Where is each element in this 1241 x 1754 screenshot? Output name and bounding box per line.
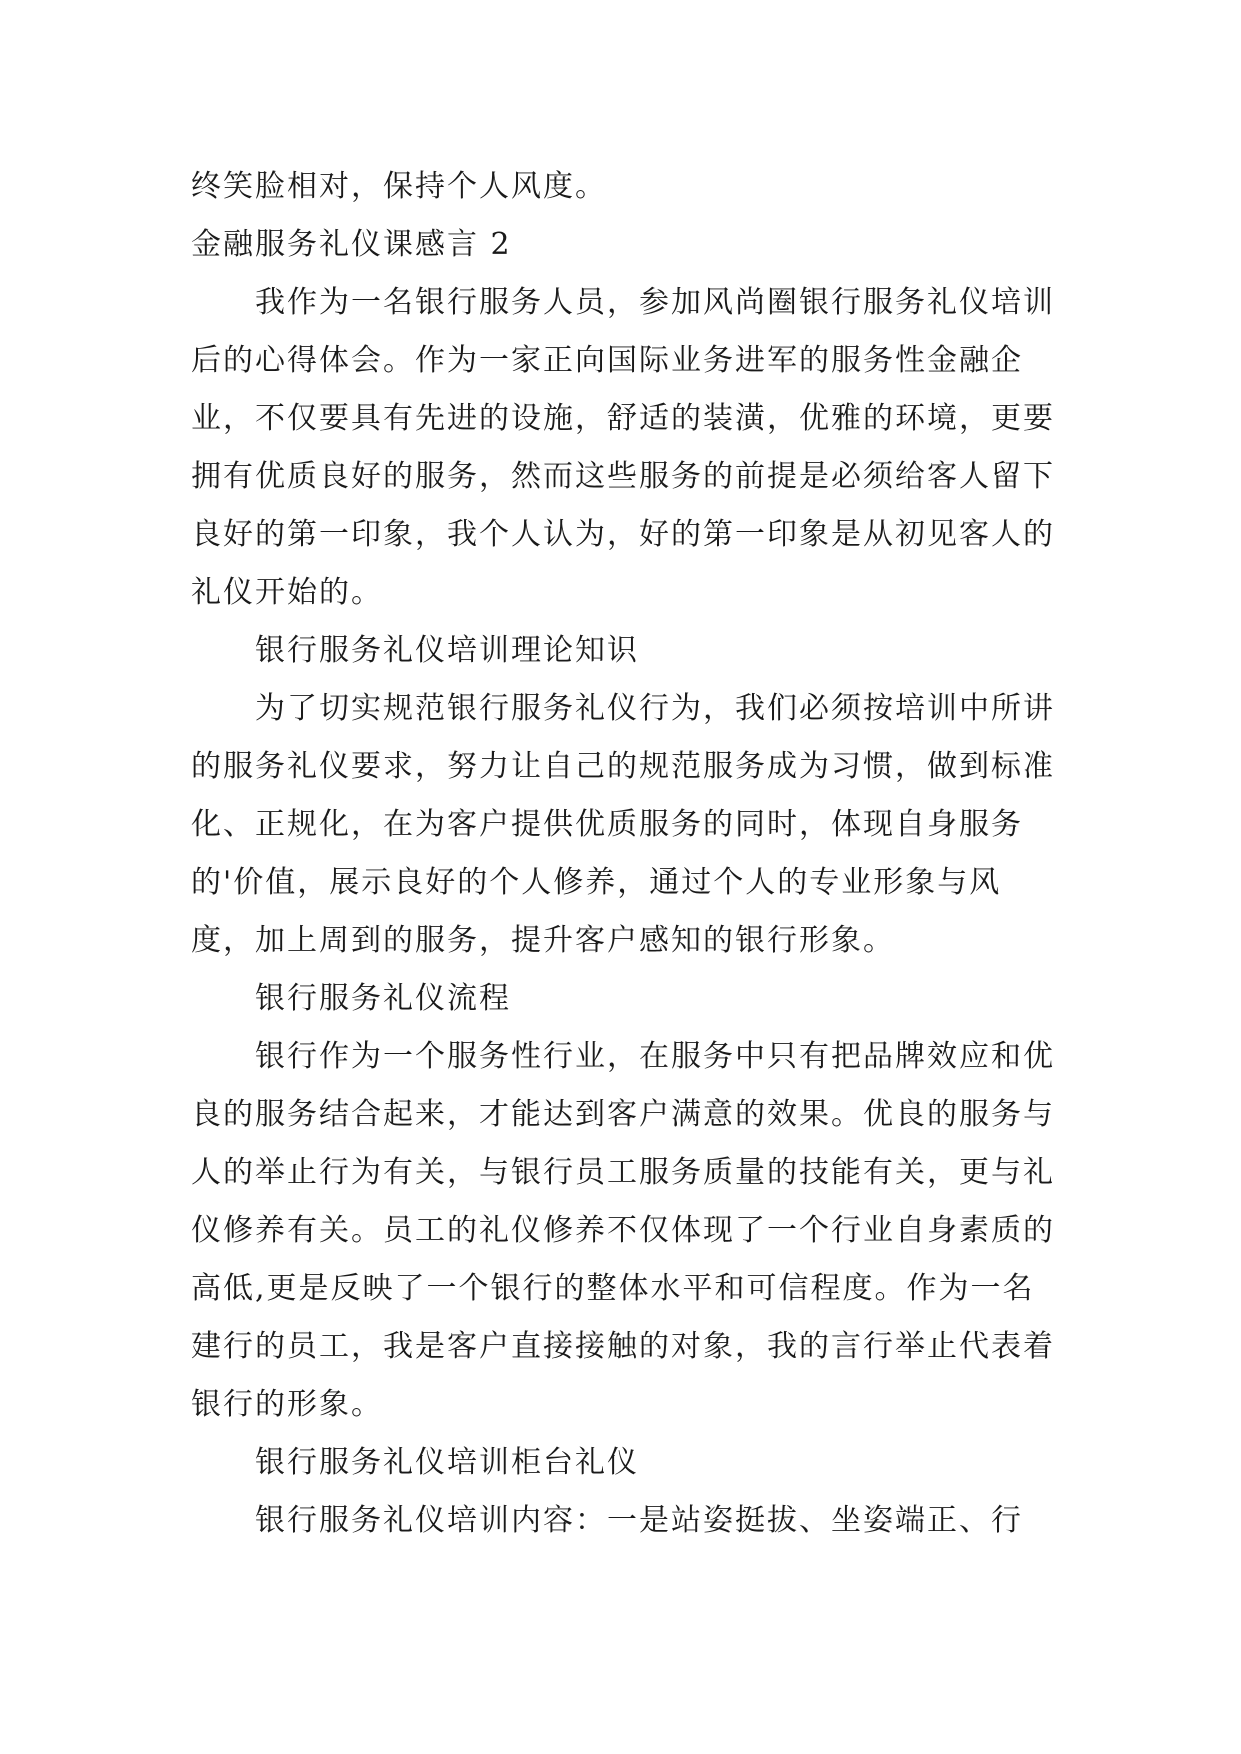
- document-body: [191, 158, 1061, 1550]
- paragraph: 银行服务礼仪培训内容：一是站姿挺拔、坐姿端正、行: [255, 1503, 1023, 1538]
- subheading: 银行服务礼仪流程: [255, 981, 511, 1016]
- paragraph: 我作为一名银行服务人员，参加风尚圈银行服务礼仪培训后的心得体会。作为一家正向国际业务进军的服务性金融企业，不仅要具有先进的设施，舒适的装潢，优雅的环境，更要拥有优质良好的服务，然而这些服务的前提是必须给客人留下良好的第一印象，我个人认为，好的第一印象是从初见客人的礼仪开始的。: [191, 285, 1055, 610]
- subheading: 银行服务礼仪培训理论知识: [255, 633, 639, 668]
- section-title: 金融服务礼仪课感言 2: [191, 227, 512, 262]
- subheading: 银行服务礼仪培训柜台礼仪: [255, 1445, 639, 1480]
- paragraph: 银行作为一个服务性行业，在服务中只有把品牌效应和优良的服务结合起来，才能达到客户满意的效果。优良的服务与人的举止行为有关，与银行员工服务质量的技能有关，更与礼仪修养有关。员工的礼仪修养不仅体现了一个行业自身素质的高低,更是反映了一个银行的整体水平和可信程度。作为一名建行的员工，我是客户直接接触的对象，我的言行举止代表着银行的形象。: [191, 1039, 1055, 1422]
- paragraph: 为了切实规范银行服务礼仪行为，我们必须按培训中所讲的服务礼仪要求，努力让自己的规范服务成为习惯，做到标准化、正规化，在为客户提供优质服务的同时，体现自身服务的'价值，展示良好的个人修养，通过个人的专业形象与风度，加上周到的服务，提升客户感知的银行形象。: [191, 691, 1055, 958]
- paragraph-continuation: 终笑脸相对，保持个人风度。: [191, 169, 607, 204]
